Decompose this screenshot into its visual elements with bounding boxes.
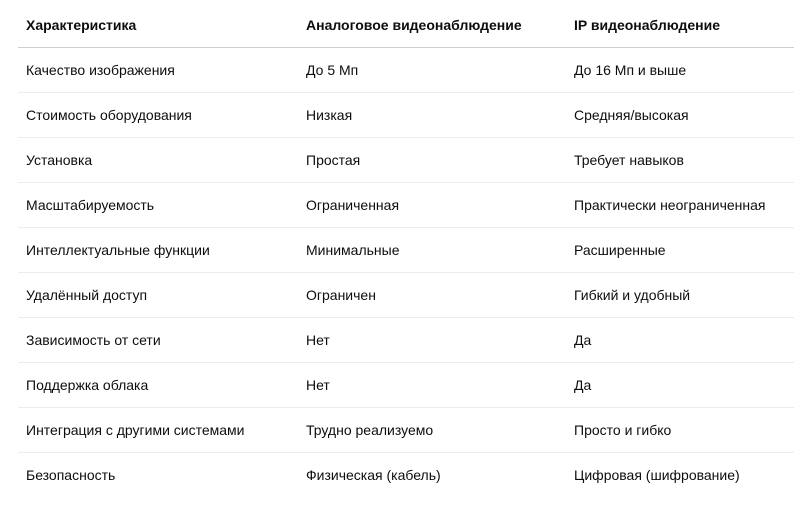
cell-characteristic: Зависимость от сети — [18, 318, 298, 363]
cell-ip: Гибкий и удобный — [566, 273, 794, 318]
cell-ip: Практически неограниченная — [566, 183, 794, 228]
table-row — [18, 93, 794, 138]
cell-characteristic: Интеграция с другими системами — [18, 408, 298, 453]
cell-analog: Нет — [298, 363, 566, 408]
cell-ip: Да — [566, 363, 794, 408]
cell-analog: Трудно реализуемо — [298, 408, 566, 453]
table-row — [18, 408, 794, 453]
cell-analog: Простая — [298, 138, 566, 183]
cell-characteristic: Стоимость оборудования — [18, 93, 298, 138]
cell-ip: До 16 Мп и выше — [566, 48, 794, 93]
comparison-table-container — [18, 3, 794, 497]
cell-analog: Минимальные — [298, 228, 566, 273]
table-row — [18, 183, 794, 228]
cell-ip: Просто и гибко — [566, 408, 794, 453]
cell-characteristic: Интеллектуальные функции — [18, 228, 298, 273]
header-ip: IP видеонаблюдение — [566, 3, 794, 48]
comparison-table — [18, 3, 794, 497]
cell-analog: Ограниченная — [298, 183, 566, 228]
cell-ip: Да — [566, 318, 794, 363]
cell-ip: Средняя/высокая — [566, 93, 794, 138]
table-row — [18, 228, 794, 273]
table-row — [18, 273, 794, 318]
cell-characteristic: Масштабируемость — [18, 183, 298, 228]
cell-characteristic: Установка — [18, 138, 298, 183]
table-row — [18, 48, 794, 93]
cell-ip: Требует навыков — [566, 138, 794, 183]
cell-characteristic: Поддержка облака — [18, 363, 298, 408]
cell-analog: Ограничен — [298, 273, 566, 318]
cell-analog: Нет — [298, 318, 566, 363]
header-analog: Аналоговое видеонаблюдение — [298, 3, 566, 48]
header-characteristic: Характеристика — [18, 3, 298, 48]
table-row — [18, 453, 794, 498]
cell-ip: Цифровая (шифрование) — [574, 467, 740, 483]
cell-analog: Физическая (кабель) — [306, 467, 441, 483]
cell-ip: Расширенные — [566, 228, 794, 273]
cell-characteristic: Качество изображения — [18, 48, 298, 93]
cell-analog: Низкая — [298, 93, 566, 138]
table-row — [18, 318, 794, 363]
cell-characteristic: Удалённый доступ — [18, 273, 298, 318]
table-header-row — [18, 3, 794, 48]
table-row — [18, 138, 794, 183]
cell-analog: До 5 Мп — [298, 48, 566, 93]
table-row — [18, 363, 794, 408]
cell-characteristic: Безопасность — [26, 467, 116, 483]
